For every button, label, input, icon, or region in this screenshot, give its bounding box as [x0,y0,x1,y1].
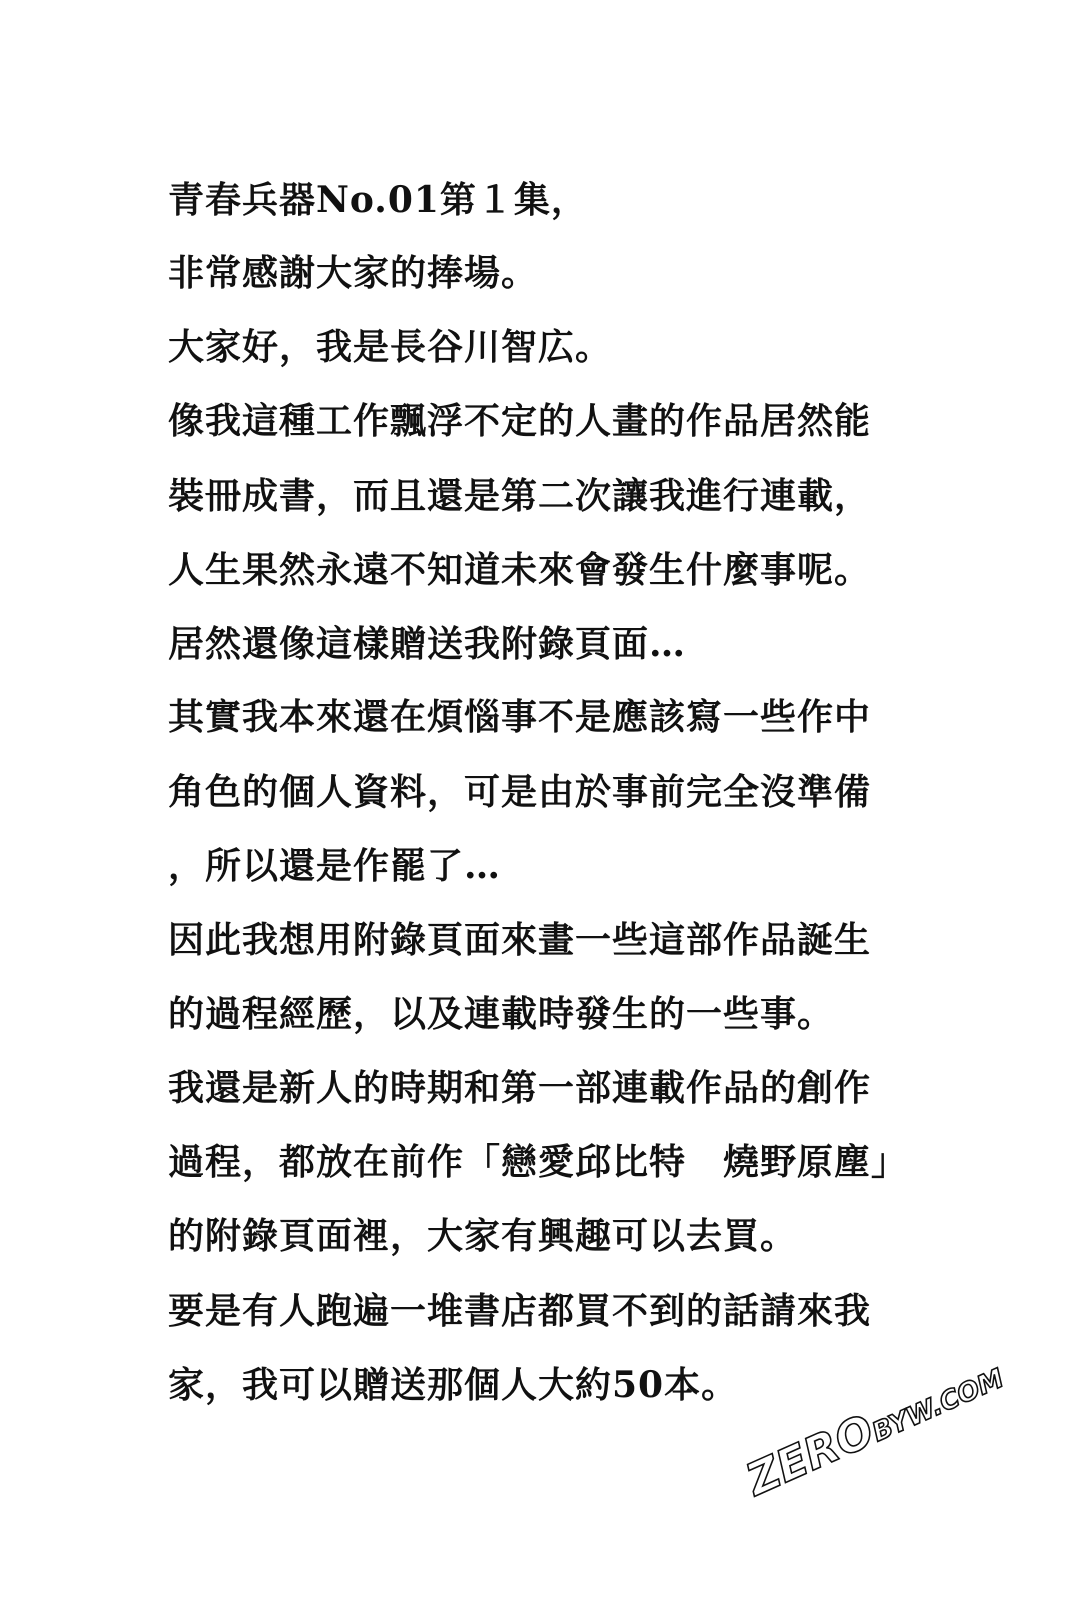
text-line: 其實我本來還在煩惱事不是應該寫一些作中 [168,696,872,738]
text-line: 過程，都放在前作「戀愛邱比特 燒野原塵」 [168,1141,909,1183]
text-line: 因此我想用附錄頁面來畫一些這部作品誕生 [168,919,872,961]
watermark-small: BYW.COM [867,1363,1009,1449]
text-line: 居然還像這樣贈送我附錄頁面… [168,623,687,665]
text-line: ，所以還是作罷了… [168,845,502,887]
text-line: 角色的個人資料，可是由於事前完全沒準備 [168,771,872,813]
watermark-big: ZERO [739,1405,882,1506]
text-line: 的過程經歷，以及連載時發生的一些事。 [168,993,835,1035]
text-line: 裝冊成書，而且還是第二次讓我進行連載， [168,475,872,517]
text-line: 家，我可以贈送那個人大約50本。 [168,1364,739,1406]
text-line: 我還是新人的時期和第一部連載作品的創作 [168,1067,872,1109]
watermark-logo [739,1348,1010,1506]
text-line: 青春兵器No.01第１集， [168,179,588,221]
text-line: 要是有人跑遍一堆書店都買不到的話請來我 [168,1290,872,1332]
text-line: 非常感謝大家的捧場。 [168,252,539,294]
text-line: 大家好，我是長谷川智広。 [168,326,613,368]
text-line: 像我這種工作飄浮不定的人畫的作品居然能 [168,400,872,442]
text-line: 的附錄頁面裡，大家有興趣可以去買。 [168,1215,798,1257]
text-line: 人生果然永遠不知道未來會發生什麼事呢。 [168,549,872,591]
